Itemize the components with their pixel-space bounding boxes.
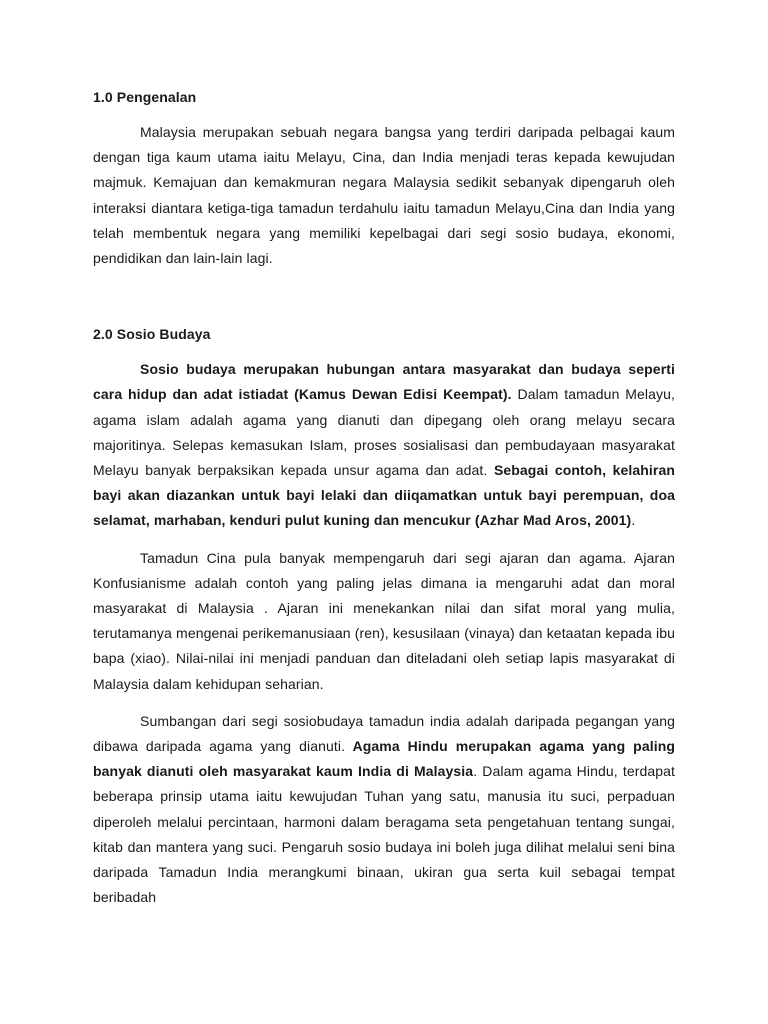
paragraph-tamadun-india (93, 709, 675, 911)
paragraph-tamadun-melayu (93, 357, 675, 533)
section-spacer (93, 283, 675, 325)
document-page (93, 88, 675, 922)
bold-text-run: Sebagai contoh, kelahiran bayi akan diazankan untuk bayi lelaki dan diiqamatkan untuk bayi perempuan, doa selamat, marhaban, kenduri pulut kuning dan mencukur (Azhar Mad Aros, 2001) (93, 462, 675, 529)
text-run: . Dalam agama Hindu, terdapat beberapa prinsip utama iaitu kewujudan Tuhan yang satu, manusia itu suci, perpaduan diperoleh melalui percintaan, harmoni dalam beragama seta pengetahuan tentang sungai, kitab dan mantera yang suci. Pengaruh sosio budaya ini boleh juga dilihat melalui seni bina daripada Tamadun India merangkumi binaan, ukiran gua serta kuil sebagai tempat beribadah (93, 763, 675, 906)
text-run: Tamadun Cina pula banyak mempengaruh dari segi ajaran dan agama. Ajaran Konfusianisme adalah contoh yang paling jelas dimana ia mengaruhi adat dan moral masyarakat di Malaysia . Ajaran ini menekankan nilai dan sifat moral yang mulia, terutamanya mengenai perikemanusiaan (ren), kesusilaan (vinaya) dan ketaatan kepada ibu bapa (xiao). Nilai-nilai ini menjadi panduan dan diteladani oleh setiap lapis masyarakat di Malaysia dalam kehidupan seharian. (93, 549, 675, 692)
text-run: . (631, 512, 636, 529)
text-run: Dalam tamadun Melayu, agama islam adalah agama yang dianuti dan dipegang oleh orang melayu secara majoritinya. Selepas kemasukan Islam, proses sosialisasi dan pembudayaan masyarakat Melayu banyak berpaksikan kepada unsur agama dan adat. (93, 386, 675, 479)
bold-text-run: Sosio budaya merupakan hubungan antara masyarakat dan budaya seperti cara hidup dan adat istiadat (Kamus Dewan Edisi Keempat). (93, 361, 675, 403)
paragraph-pengenalan (93, 120, 675, 271)
section-heading-sosio-budaya: 2.0 Sosio Budaya (93, 326, 211, 343)
text-run: Malaysia merupakan sebuah negara bangsa yang terdiri daripada pelbagai kaum dengan tiga kaum utama iaitu Melayu, Cina, dan India menjadi teras kepada kewujudan majmuk. Kemajuan dan kemakmuran negara Malaysia sedikit sebanyak dipengaruh oleh interaksi diantara ketiga-tiga tamadun terdahulu iaitu tamadun Melayu,Cina dan India yang telah membentuk negara yang memiliki kepelbagai dari segi sosio budaya, ekonomi, pendidikan dan lain-lain lagi. (93, 124, 675, 267)
paragraph-tamadun-cina (93, 546, 675, 697)
section-heading-pengenalan: 1.0 Pengenalan (93, 89, 197, 105)
text-run: Sumbangan dari segi sosiobudaya tamadun india adalah daripada pegangan yang dibawa daripada agama yang dianuti. (93, 712, 675, 755)
bold-text-run: Agama Hindu merupakan agama yang paling banyak dianuti oleh masyarakat kaum India di Malaysia (93, 738, 675, 780)
